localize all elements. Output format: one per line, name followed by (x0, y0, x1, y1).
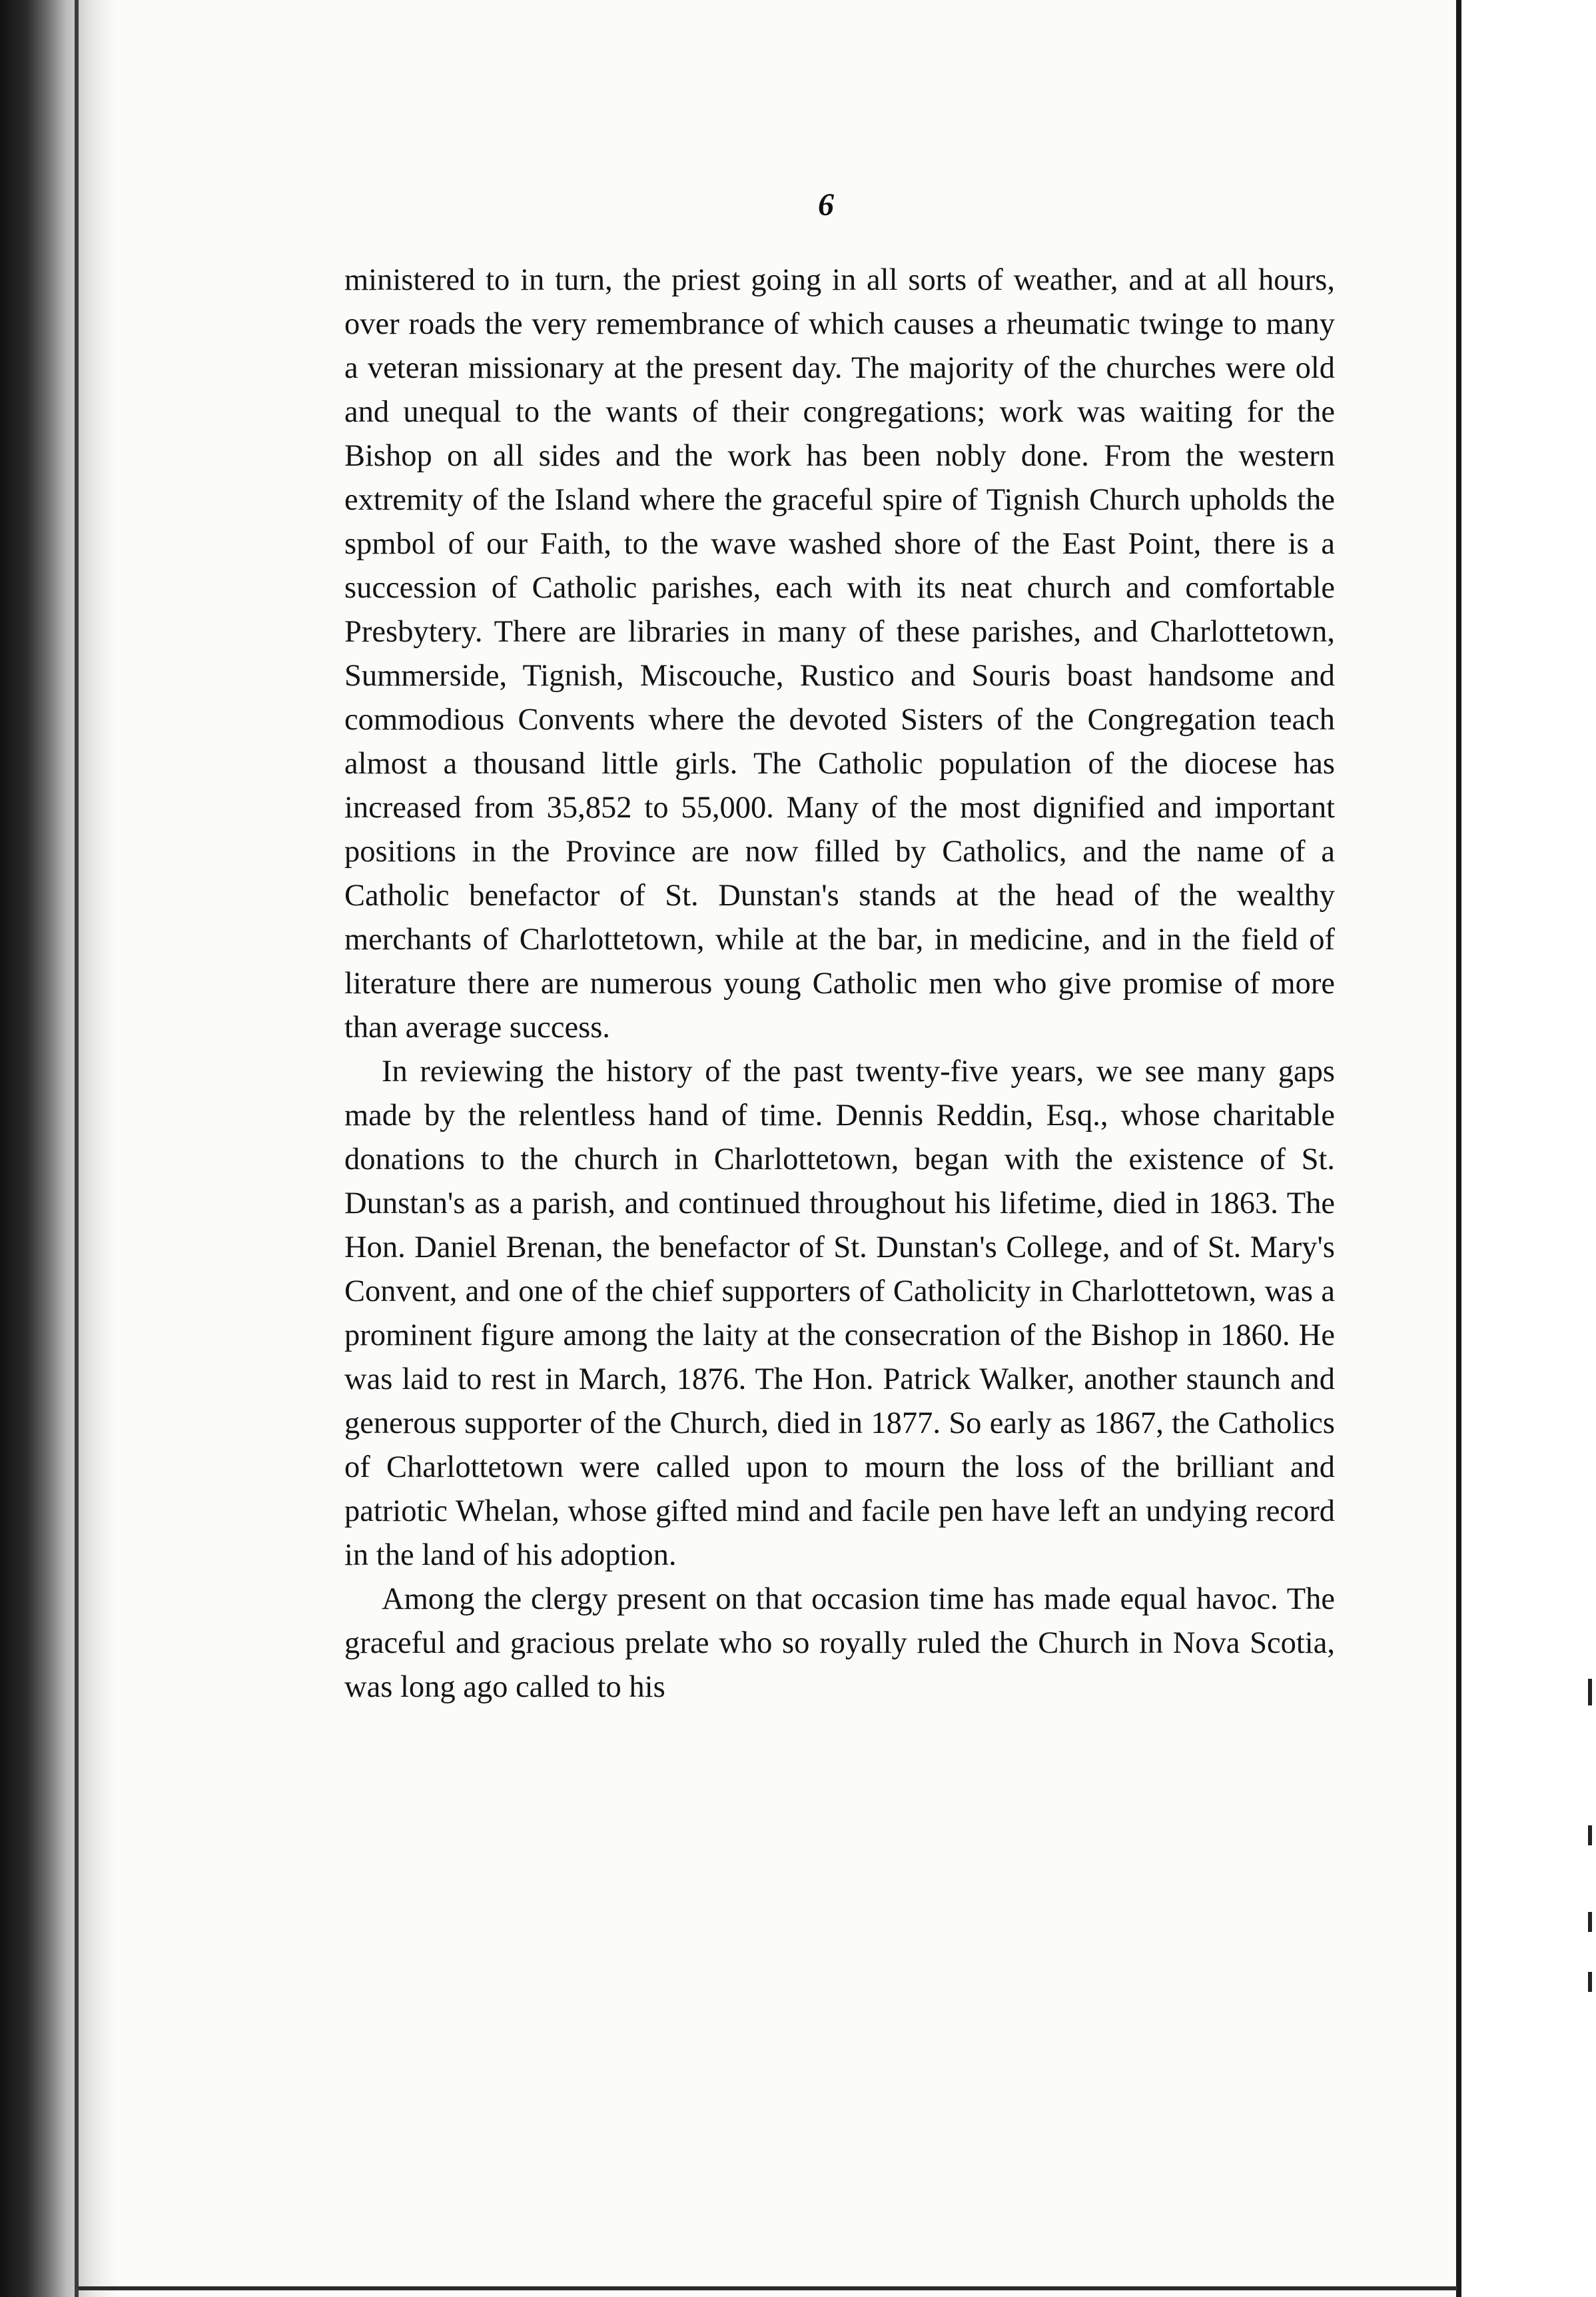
page-number: 6 (818, 187, 834, 223)
edge-mark (1588, 1679, 1592, 1705)
paragraph: ministered to in turn, the priest going in all sorts of weather, and at all hours, over roads the very remembrance of which causes a rheumatic twinge to many a veteran missionary at the present day. The majority of the churches were old and unequal to the wants of their congregations; work was waiting for the Bishop on all sides and the work has been nobly done. From the western extremity of the Island where the graceful spire of Tignish Church upholds the spmbol of our Faith, to the wave washed shore of the East Point, there is a succession of Catholic parishes, each with its neat church and comfortable Presbytery. There are libraries in many of these parishes, and Charlottetown, Summerside, Tignish, Miscouche, Rustico and Souris boast handsome and commodious Convents where the devoted Sisters of the Congregation teach almost a thousand little girls. The Catholic population of the diocese has increased from 35,852 to 55,000. Many of the most dignified and important positions in the Province are now filled by Catholics, and the name of a Catholic benefactor of St. Dunstan's stands at the head of the wealthy merchants of Charlottetown, while at the bar, in medicine, and in the field of literature there are numerous young Catholic men who give promise of more than average success. (344, 263, 1335, 1045)
edge-mark (1588, 1972, 1592, 1992)
right-margin (1461, 0, 1596, 2297)
body-text (344, 258, 1335, 1709)
paragraph: In reviewing the history of the past twenty-five years, we see many gaps made by the relentless hand of time. Dennis Reddin, Esq., whose charitable donations to the church in Charlottetown, began with the existence of St. Dunstan's as a parish, and continued throughout his lifetime, died in 1863. The Hon. Daniel Brenan, the benefactor of St. Dunstan's College, and of St. Mary's Convent, and one of the chief supporters of Catholicity in Charlottetown, was a prominent figure among the laity at the consecration of the Bishop in 1860. He was laid to rest in March, 1876. The Hon. Patrick Walker, another staunch and generous supporter of the Church, died in 1877. So early as 1867, the Catholics of Charlottetown were called upon to mourn the loss of the brilliant and patriotic Whelan, whose gifted mind and facile pen have left an undying record in the land of his adoption. (344, 1055, 1335, 1572)
bottom-border-rule (79, 2286, 1457, 2290)
edge-mark (1588, 1912, 1592, 1932)
right-border-rule (1456, 0, 1461, 2297)
binding-edge (0, 0, 117, 2297)
edge-mark (1588, 1825, 1592, 1845)
paragraph: Among the clergy present on that occasion time has made equal havoc. The graceful and gracious prelate who so royally ruled the Church in Nova Scotia, was long ago called to his (344, 1582, 1335, 1704)
binding-rule (75, 0, 79, 2297)
